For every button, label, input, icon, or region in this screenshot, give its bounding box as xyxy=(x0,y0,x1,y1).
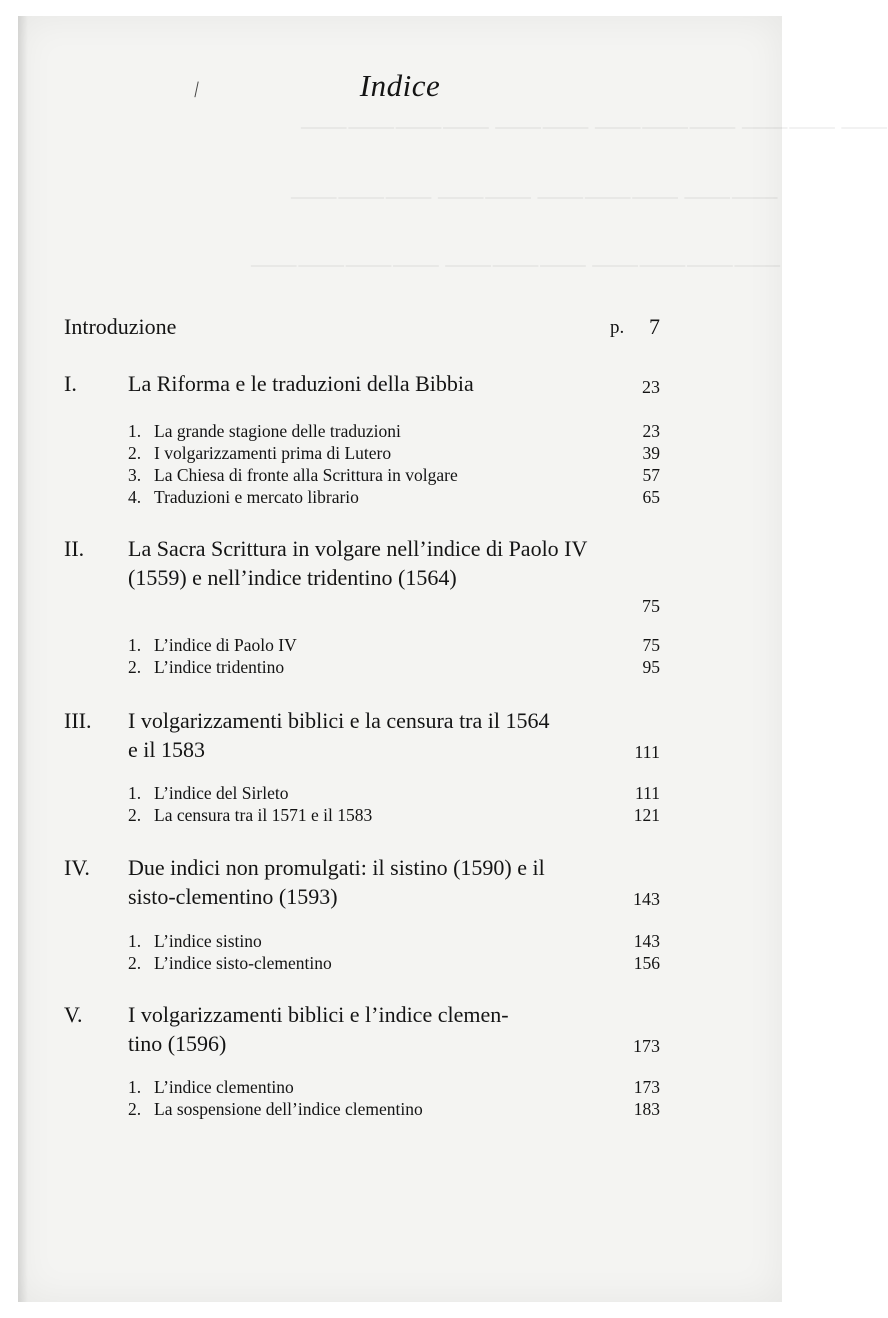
chapter-page: 111 xyxy=(634,742,660,762)
section-title: La grande stagione delle traduzioni xyxy=(154,421,401,441)
section-title: La censura tra il 1571 e il 1583 xyxy=(154,805,373,825)
chapter-title: I volgarizzamenti biblici e la censura tra il 1564 e il 1583 xyxy=(128,708,550,762)
section-number: 2. xyxy=(128,657,142,677)
chapter-number: V. xyxy=(64,1002,83,1027)
chapter-page: 143 xyxy=(633,889,660,909)
chapter-number: IV. xyxy=(64,855,90,880)
section-title: Traduzioni e mercato librario xyxy=(154,487,359,507)
intro-page-prefix: p. xyxy=(610,317,625,338)
section-number: 3. xyxy=(128,465,142,485)
section-page: 23 xyxy=(642,421,660,441)
page-title: Indice xyxy=(359,68,441,103)
section-page: 57 xyxy=(642,465,660,485)
section-page: 39 xyxy=(642,443,660,463)
section-number: 1. xyxy=(128,635,142,655)
gutter-shadow xyxy=(18,16,28,1302)
section-number: 2. xyxy=(128,443,142,463)
chapter-title: I volgarizzamenti biblici e l’indice clemen- tino (1596) xyxy=(128,1002,509,1056)
section-number: 2. xyxy=(128,1099,142,1119)
section-title: L’indice del Sirleto xyxy=(154,783,289,803)
section-page: 75 xyxy=(642,635,660,655)
section-page: 95 xyxy=(642,657,660,677)
section-number: 4. xyxy=(128,487,142,507)
chapter-number: III. xyxy=(64,708,92,733)
section-number: 2. xyxy=(128,805,142,825)
section-number: 1. xyxy=(128,1077,142,1097)
section-title: L’indice sistino xyxy=(154,931,262,951)
section-page: 156 xyxy=(633,953,660,973)
section-title: L’indice sisto-clementino xyxy=(154,953,332,973)
chapter-number: II. xyxy=(64,536,85,561)
show-through-1: ⸻ ⸻⸻ xyxy=(740,117,888,138)
section-number: 1. xyxy=(128,421,142,441)
section-title: L’indice di Paolo IV xyxy=(154,635,297,655)
section-page: 173 xyxy=(633,1077,660,1097)
chapter-page: 173 xyxy=(633,1036,660,1056)
chapter-number: I. xyxy=(64,371,77,396)
section-page: 121 xyxy=(633,805,660,825)
section-title: L’indice tridentino xyxy=(154,657,285,677)
chapter-title: La Sacra Scrittura in volgare nell’indice di Paolo IV (1559) e nell’indice tridentino (1564) xyxy=(128,536,588,590)
section-page: 143 xyxy=(633,931,660,951)
chapter-page: 23 xyxy=(642,377,660,397)
section-title: La Chiesa di fronte alla Scrittura in volgare xyxy=(154,465,458,485)
chapter-title: Due indici non promulgati: il sistino (1590) e il sisto-clementino (1593) xyxy=(128,855,545,909)
section-number: 2. xyxy=(128,953,142,973)
chapter-page: 75 xyxy=(642,596,660,616)
section-number: 1. xyxy=(128,783,142,803)
section-page: 183 xyxy=(633,1099,660,1119)
section-number: 1. xyxy=(128,931,142,951)
intro-page: 7 xyxy=(649,314,660,339)
section-page: 65 xyxy=(642,487,660,507)
section-title: I volgarizzamenti prima di Lutero xyxy=(154,443,392,463)
section-page: 111 xyxy=(635,783,660,803)
chapter-title: La Riforma e le traduzioni della Bibbia xyxy=(128,371,474,396)
section-title: La sospensione dell’indice clementino xyxy=(154,1099,423,1119)
section-title: L’indice clementino xyxy=(154,1077,294,1097)
intro-label: Introduzione xyxy=(64,314,177,339)
